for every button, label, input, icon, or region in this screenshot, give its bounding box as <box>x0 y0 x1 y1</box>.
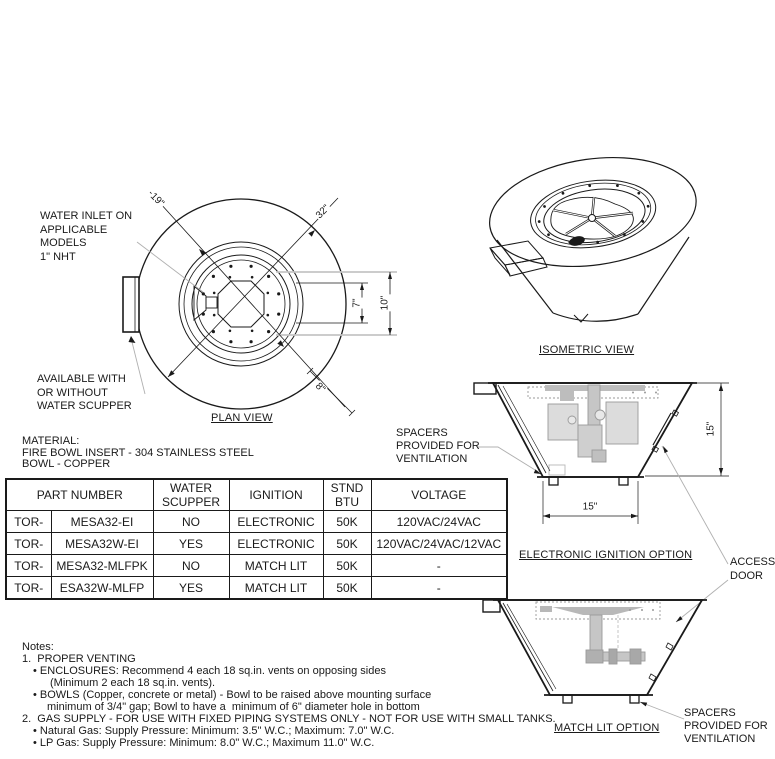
water-inlet-line4: 1" NHT <box>40 250 76 263</box>
spec-table <box>5 478 508 600</box>
notes-heading: Notes: <box>22 641 54 653</box>
note-natural-gas: • Natural Gas: Supply Pressure: Minimum: 3.5" W.C.; Maximum: 7.0" W.C. <box>33 725 395 737</box>
water-inlet-line3: MODELS <box>40 237 87 249</box>
dim-15in-height: 15" <box>705 421 717 437</box>
match-lit-title: MATCH LIT OPTION <box>554 722 660 734</box>
table-row: TOR- MESA32-EI NO ELECTRONIC 50K 120VAC/24VAC <box>6 511 507 533</box>
electronic-ignition-title: ELECTRONIC IGNITION OPTION <box>519 549 693 561</box>
col-part-number: PART NUMBER <box>6 479 153 511</box>
dim-32in: 32" <box>313 202 333 222</box>
water-scupper-availability-label: AVAILABLE WITH OR WITHOUT WATER SCUPPER <box>37 373 132 412</box>
electronic-ignition-drawing <box>474 383 729 622</box>
water-inlet-line1: WATER INLET ON <box>40 210 133 222</box>
col-water-scupper: WATER SCUPPER <box>153 479 229 511</box>
access-door-label: ACCESS DOOR <box>730 556 775 582</box>
table-row: TOR- MESA32W-EI YES ELECTRONIC 50K 120VAC/24VAC/12VAC <box>6 533 507 555</box>
dim-19in: 19" <box>147 190 167 210</box>
spacers-label-electronic: SPACERS PROVIDED FOR VENTILATION <box>396 427 480 465</box>
note-bowls-min: minimum of 3/4" gap; Bowl to have a minimum of 6" diameter hole in bottom <box>47 701 420 713</box>
dim-7in: 7" <box>351 298 363 308</box>
col-stnd-btu: STND BTU <box>323 479 371 511</box>
water-inlet-label <box>40 210 132 264</box>
notes-section <box>22 641 556 749</box>
dim-10in: 10" <box>379 295 391 311</box>
note-enclosures-min: (Minimum 2 each 18 sq.in. vents). <box>50 677 216 689</box>
col-ignition: IGNITION <box>229 479 323 511</box>
material-note: MATERIAL: FIRE BOWL INSERT - 304 STAINLESS STEEL BOWL - COPPER <box>22 435 254 470</box>
dim-15in-base: 15" <box>582 501 598 513</box>
spec-table-header-row <box>6 479 507 511</box>
note-bowls: • BOWLS (Copper, concrete or metal) - Bowl to be raised above mounting surface <box>33 689 432 701</box>
note-lp-gas: • LP Gas: Supply Pressure: Minimum: 8.0" W.C.; Maximum 11.0" W.C. <box>33 737 375 749</box>
note-enclosures: • ENCLOSURES: Recommend 4 each 18 sq.in. vents on opposing sides <box>33 665 386 677</box>
isometric-view-title: ISOMETRIC VIEW <box>539 344 635 356</box>
table-row: TOR- MESA32-MLFPK NO MATCH LIT 50K - <box>6 555 507 577</box>
table-row: TOR- ESA32W-MLFP YES MATCH LIT 50K - <box>6 577 507 600</box>
col-voltage: VOLTAGE <box>371 479 507 511</box>
dim-8in: 8" <box>312 380 328 396</box>
water-inlet-line2: APPLICABLE <box>40 223 108 236</box>
spacers-label-matchlit: SPACERS PROVIDED FOR VENTILATION <box>684 707 768 745</box>
isometric-drawing <box>482 145 703 322</box>
plan-view-title: PLAN VIEW <box>211 412 273 424</box>
note-proper-venting: 1. PROPER VENTING <box>22 653 136 665</box>
note-gas-supply: 2. GAS SUPPLY - FOR USE WITH FIXED PIPING SYSTEMS ONLY - NOT FOR USE WITH SMALL TANKS. <box>22 713 556 725</box>
